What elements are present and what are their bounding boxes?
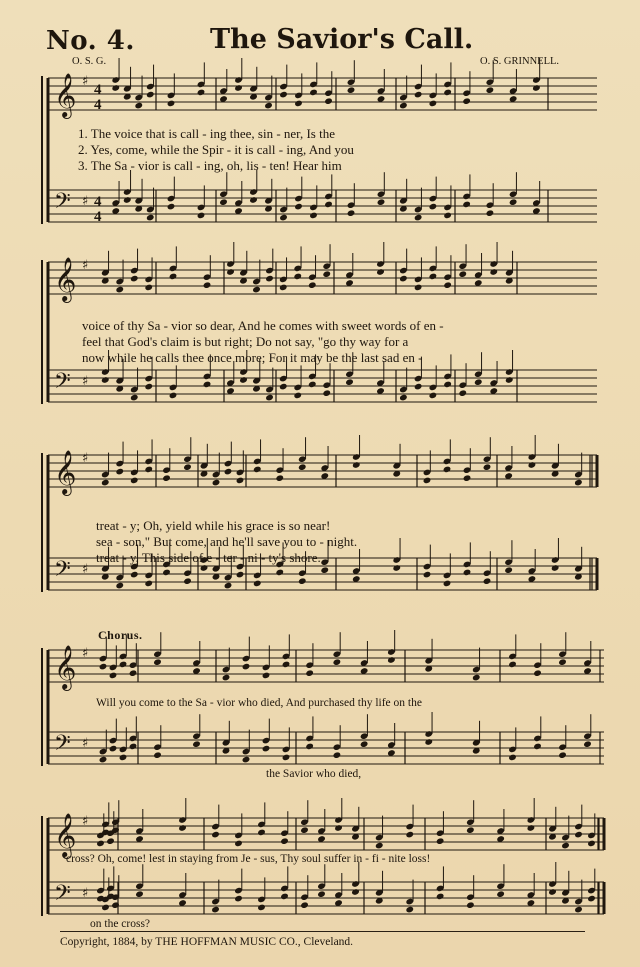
note-head bbox=[509, 198, 518, 206]
note-head bbox=[183, 463, 192, 471]
key-sharp: ♯ bbox=[82, 886, 89, 901]
note-head bbox=[224, 582, 233, 590]
note-head bbox=[129, 743, 138, 751]
note-head bbox=[429, 273, 438, 281]
note-head bbox=[197, 212, 206, 220]
note-head bbox=[486, 209, 495, 217]
note-head bbox=[236, 477, 245, 485]
note-head bbox=[309, 212, 318, 220]
verse-3-line-2: now while he calls thee once more; For it may be the last sad en - bbox=[82, 350, 423, 365]
note-head bbox=[153, 658, 162, 666]
treble-clef: 𝄞 bbox=[54, 645, 77, 689]
note-head bbox=[109, 745, 118, 753]
note-head bbox=[279, 383, 288, 391]
note-head bbox=[322, 389, 331, 397]
note-head bbox=[96, 840, 105, 848]
hymn-title: The Savior's Call. bbox=[210, 24, 474, 55]
note-head bbox=[257, 904, 266, 912]
note-head bbox=[508, 661, 517, 669]
note-head bbox=[472, 674, 481, 682]
note-head bbox=[458, 389, 467, 397]
note-head bbox=[130, 477, 139, 485]
chorus-bass-echo-2: on the cross? bbox=[90, 918, 151, 930]
note-head bbox=[144, 580, 153, 588]
bass-clef: 𝄢 bbox=[54, 369, 71, 399]
note-head bbox=[489, 268, 498, 276]
key-sharp: ♯ bbox=[82, 194, 89, 209]
note-head bbox=[222, 674, 231, 682]
key-sharp: ♯ bbox=[82, 562, 89, 577]
key-sharp: ♯ bbox=[82, 374, 89, 389]
note-head bbox=[115, 468, 124, 476]
note-head bbox=[212, 479, 221, 487]
note-head bbox=[99, 756, 108, 764]
note-head bbox=[146, 214, 155, 222]
note-head bbox=[558, 751, 567, 759]
note-head bbox=[423, 571, 432, 579]
treble-clef: 𝄞 bbox=[54, 450, 77, 494]
note-head bbox=[224, 468, 233, 476]
note-head bbox=[144, 383, 153, 391]
note-head bbox=[399, 394, 408, 402]
note-head bbox=[533, 669, 542, 677]
note-head bbox=[211, 906, 220, 914]
note-head bbox=[587, 895, 596, 903]
note-head bbox=[226, 268, 235, 276]
note-head bbox=[192, 740, 201, 748]
note-head bbox=[298, 577, 307, 585]
bass-clef: 𝄢 bbox=[54, 731, 71, 761]
note-head bbox=[375, 842, 384, 850]
note-head bbox=[262, 745, 271, 753]
key-sharp: ♯ bbox=[82, 451, 89, 466]
note-head bbox=[324, 201, 333, 209]
note-head bbox=[551, 564, 560, 572]
key-sharp: ♯ bbox=[82, 646, 89, 661]
note-head bbox=[294, 100, 303, 108]
note-head bbox=[275, 569, 284, 577]
note-head bbox=[309, 89, 318, 97]
note-head bbox=[463, 569, 472, 577]
note-head bbox=[436, 837, 445, 845]
note-head bbox=[334, 824, 343, 832]
note-head bbox=[429, 392, 438, 400]
note-head bbox=[508, 754, 517, 762]
note-head bbox=[463, 474, 472, 482]
note-head bbox=[153, 751, 162, 759]
note-head bbox=[436, 893, 445, 901]
key-sharp: ♯ bbox=[82, 736, 89, 751]
note-head bbox=[298, 463, 307, 471]
time-signature-bottom: 4 bbox=[94, 209, 102, 225]
note-head bbox=[466, 901, 475, 909]
time-signature-top: 4 bbox=[94, 194, 102, 210]
note-head bbox=[197, 89, 206, 97]
note-head bbox=[115, 582, 124, 590]
note-head bbox=[101, 479, 110, 487]
note-head bbox=[106, 837, 115, 845]
note-head bbox=[527, 824, 536, 832]
note-head bbox=[162, 569, 171, 577]
note-head bbox=[239, 376, 248, 384]
footer-rule bbox=[60, 931, 585, 932]
note-head bbox=[462, 201, 471, 209]
verse-2-line-1: 2. Yes, come, while the Spir - it is call - ing, And you bbox=[78, 142, 354, 157]
note-head bbox=[134, 102, 143, 110]
note-head bbox=[423, 477, 432, 485]
note-head bbox=[377, 198, 386, 206]
note-head bbox=[211, 831, 220, 839]
note-head bbox=[322, 270, 331, 278]
verse-3-line-1: 3. The Sa - vior is call - ing, oh, lis - ten! Hear him bbox=[78, 158, 342, 173]
treble-clef: 𝄞 bbox=[54, 813, 77, 857]
note-head bbox=[466, 826, 475, 834]
note-head bbox=[234, 840, 243, 848]
note-head bbox=[257, 829, 266, 837]
note-head bbox=[279, 214, 288, 222]
note-head bbox=[443, 466, 452, 474]
note-head bbox=[123, 196, 132, 204]
note-head bbox=[387, 656, 396, 664]
note-head bbox=[146, 91, 155, 99]
note-head bbox=[252, 286, 261, 294]
note-head bbox=[351, 888, 360, 896]
note-head bbox=[262, 672, 271, 680]
note-head bbox=[399, 102, 408, 110]
bass-clef: 𝄢 bbox=[54, 189, 71, 219]
note-head bbox=[486, 86, 495, 94]
time-signature-bottom: 4 bbox=[94, 97, 102, 113]
words-credit: O. S. G. bbox=[72, 56, 107, 67]
verse-2-line-2: feel that God's claim is but right; Do not say, "go thy way for a bbox=[82, 334, 409, 349]
note-head bbox=[548, 888, 557, 896]
note-head bbox=[414, 91, 423, 99]
note-head bbox=[533, 743, 542, 751]
note-head bbox=[305, 669, 314, 677]
note-head bbox=[333, 658, 342, 666]
note-head bbox=[162, 474, 171, 482]
note-head bbox=[265, 394, 274, 402]
verse-3-line-3: treat - y, This side of e - ter - ni - ty's shore. bbox=[96, 550, 321, 565]
note-head bbox=[333, 751, 342, 759]
note-head bbox=[280, 837, 289, 845]
note-head bbox=[347, 209, 356, 217]
note-head bbox=[294, 203, 303, 211]
note-head bbox=[317, 890, 326, 898]
note-head bbox=[130, 571, 139, 579]
note-head bbox=[119, 661, 128, 669]
note-head bbox=[424, 738, 433, 746]
note-head bbox=[242, 663, 251, 671]
note-head bbox=[305, 743, 314, 751]
note-head bbox=[587, 840, 596, 848]
note-head bbox=[324, 97, 333, 105]
time-signature-top: 4 bbox=[94, 82, 102, 98]
note-head bbox=[282, 661, 291, 669]
note-head bbox=[264, 102, 273, 110]
note-head bbox=[293, 273, 302, 281]
key-sharp: ♯ bbox=[82, 74, 89, 89]
note-head bbox=[130, 275, 139, 283]
note-head bbox=[300, 826, 309, 834]
note-head bbox=[443, 580, 452, 588]
note-head bbox=[234, 84, 243, 92]
note-head bbox=[345, 378, 354, 386]
chorus-bass-echo-1: the Savior who died, bbox=[266, 768, 362, 780]
chorus-line-2: cross? Oh, come! lest in staying from Je - sus, Thy soul suffer in - fi - nite loss! bbox=[66, 853, 431, 865]
note-head bbox=[279, 284, 288, 292]
note-head bbox=[405, 831, 414, 839]
note-head bbox=[169, 273, 178, 281]
note-head bbox=[167, 100, 176, 108]
bass-clef: 𝄢 bbox=[54, 881, 71, 911]
treble-clef: 𝄞 bbox=[54, 73, 77, 117]
note-head bbox=[561, 842, 570, 850]
note-head bbox=[443, 281, 452, 289]
note-head bbox=[443, 381, 452, 389]
key-sharp: ♯ bbox=[82, 814, 89, 829]
note-head bbox=[376, 268, 385, 276]
note-head bbox=[496, 890, 505, 898]
note-head bbox=[300, 901, 309, 909]
note-head bbox=[101, 904, 110, 912]
chorus-line-1: Will you come to the Sa - vior who died, And purchased thy life on the bbox=[96, 697, 422, 709]
note-head bbox=[443, 89, 452, 97]
note-head bbox=[234, 895, 243, 903]
note-head bbox=[392, 564, 401, 572]
note-head bbox=[532, 84, 541, 92]
hymn-number: No. 4. bbox=[46, 26, 135, 56]
note-head bbox=[280, 893, 289, 901]
note-head bbox=[360, 740, 369, 748]
key-sharp: ♯ bbox=[82, 258, 89, 273]
verse-1-line-1: 1. The voice that is call - ing thee, sin - ner, Is the bbox=[78, 126, 335, 141]
note-head bbox=[236, 571, 245, 579]
note-head bbox=[414, 383, 423, 391]
verse-1-line-2: voice of thy Sa - vior so dear, And he comes with sweet words of en - bbox=[82, 318, 444, 333]
note-head bbox=[99, 663, 108, 671]
note-head bbox=[574, 479, 583, 487]
note-head bbox=[144, 466, 153, 474]
note-head bbox=[135, 890, 144, 898]
note-head bbox=[109, 672, 118, 680]
note-head bbox=[483, 577, 492, 585]
note-head bbox=[308, 281, 317, 289]
note-head bbox=[574, 831, 583, 839]
note-head bbox=[429, 100, 438, 108]
treble-clef: 𝄞 bbox=[54, 257, 77, 301]
note-head bbox=[265, 275, 274, 283]
note-head bbox=[483, 463, 492, 471]
note-head bbox=[293, 392, 302, 400]
note-head bbox=[183, 577, 192, 585]
note-head bbox=[528, 461, 537, 469]
note-head bbox=[429, 203, 438, 211]
note-head bbox=[458, 270, 467, 278]
music-credit: O. S. GRINNELL. bbox=[480, 56, 560, 67]
note-head bbox=[352, 461, 361, 469]
note-head bbox=[505, 376, 514, 384]
note-head bbox=[399, 275, 408, 283]
note-head bbox=[203, 281, 212, 289]
bass-clef: 𝄢 bbox=[54, 557, 71, 587]
note-head bbox=[169, 392, 178, 400]
note-head bbox=[242, 756, 251, 764]
note-head bbox=[558, 658, 567, 666]
note-head bbox=[405, 906, 414, 914]
note-head bbox=[474, 378, 483, 386]
note-head bbox=[167, 203, 176, 211]
note-head bbox=[414, 284, 423, 292]
note-head bbox=[203, 381, 212, 389]
note-head bbox=[347, 86, 356, 94]
note-head bbox=[111, 84, 120, 92]
note-head bbox=[115, 286, 124, 294]
note-head bbox=[574, 906, 583, 914]
note-head bbox=[320, 566, 329, 574]
note-head bbox=[443, 212, 452, 220]
note-head bbox=[504, 566, 513, 574]
note-head bbox=[101, 376, 110, 384]
note-head bbox=[414, 214, 423, 222]
note-head bbox=[130, 394, 139, 402]
note-head bbox=[583, 740, 592, 748]
note-head bbox=[249, 196, 258, 204]
note-head bbox=[279, 91, 288, 99]
verse-1-line-3: treat - y; Oh, yield while his grace is so near! bbox=[96, 518, 331, 533]
copyright: Copyright, 1884, by THE HOFFMAN MUSIC CO., Cleveland. bbox=[60, 936, 354, 948]
note-head bbox=[119, 754, 128, 762]
note-head bbox=[253, 580, 262, 588]
note-head bbox=[178, 824, 187, 832]
note-head bbox=[129, 669, 138, 677]
note-head bbox=[144, 284, 153, 292]
note-head bbox=[462, 97, 471, 105]
note-head bbox=[275, 474, 284, 482]
chorus-label: Chorus. bbox=[98, 628, 143, 642]
verse-2-line-3: sea - son," But come, and he'll save you to - night. bbox=[96, 534, 358, 549]
note-head bbox=[253, 466, 262, 474]
note-head bbox=[219, 198, 228, 206]
note-head bbox=[308, 381, 317, 389]
note-head bbox=[282, 754, 291, 762]
